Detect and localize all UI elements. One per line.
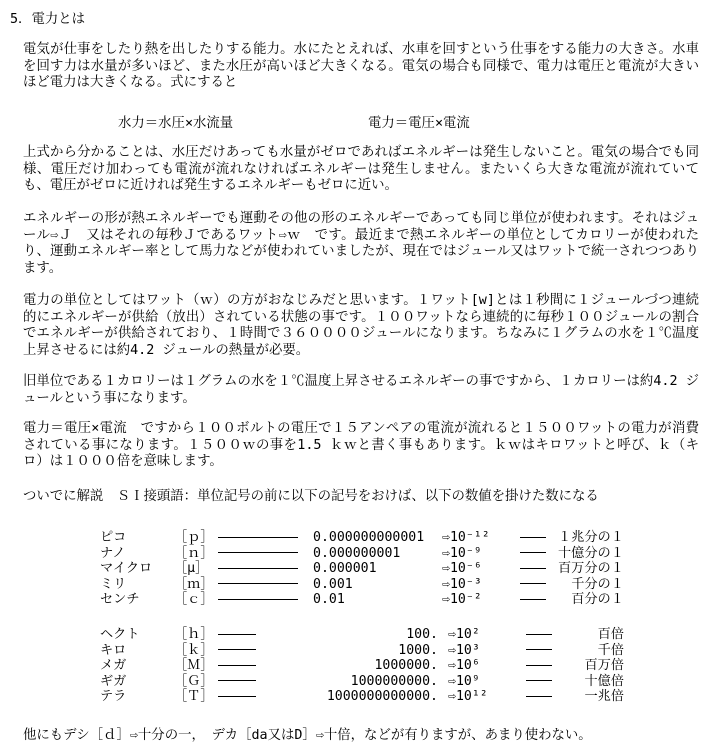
- leader-rule: [218, 674, 313, 690]
- leader-rule: [520, 592, 558, 608]
- prefix-symbol: ［ｃ］: [174, 592, 214, 608]
- si-prefix-row: [100, 530, 624, 546]
- leader-rule: [526, 689, 564, 705]
- prefix-name: メガ: [100, 658, 127, 674]
- prefix-meaning: 百万倍: [584, 658, 624, 674]
- prefix-symbol: ［ｍ］: [174, 576, 214, 592]
- leader-rule: [520, 530, 558, 546]
- si-prefix-row: [100, 577, 624, 593]
- paragraph-voltage-current: 上式から分かることは、水圧だけあっても水量がゼロであればエネルギーは発生しないこと。電気の場合でも同様、電圧だけ加わっても電流が流れなければエネルギーは発生しません。またいくら大きな電流が流れていても、電圧がゼロに近ければ発生するエネルギーもゼロに近い。: [23, 145, 699, 193]
- prefix-symbol: ［Ｔ］: [174, 689, 214, 705]
- paragraph-watt: 電力の単位としてはワット（ｗ）の方がおなじみだと思います。１ワット[w]とは１秒間に１ジュールづつ連続的にエネルギーが供給（放出）されている状態の事です。１００ワットなら連続的に毎秒１００ジュールの割合でエネルギーが供給されており、１時間で３６００００ジュールになります。ちなみに１グラムの水を１℃温度上昇させるには約4.2 ジュールの熱量が必要。: [23, 293, 699, 358]
- prefix-power: ⇨10³: [448, 642, 480, 658]
- prefix-power: ⇨10¹²: [448, 689, 488, 705]
- prefix-meaning: 百倍: [597, 627, 624, 642]
- leader-rule: [526, 643, 564, 659]
- leader-rule: [218, 689, 313, 705]
- prefix-power: ⇨10⁻³: [442, 576, 482, 592]
- prefix-symbol: ［μ］: [174, 561, 209, 577]
- leader-rule: [218, 658, 313, 674]
- prefix-power: ⇨10⁹: [448, 673, 480, 689]
- prefix-symbol: ［Ｇ］: [174, 673, 214, 689]
- leader-rule: [218, 546, 313, 562]
- prefix-meaning: １兆分の１: [558, 530, 624, 545]
- si-small-prefix-table: [100, 530, 624, 608]
- leader-rule: [520, 577, 558, 593]
- prefix-symbol: ［ｐ］: [174, 530, 214, 545]
- prefix-meaning: 十億分の１: [558, 545, 624, 561]
- prefix-symbol: ［Ｍ］: [174, 658, 214, 674]
- leader-rule: [218, 561, 313, 577]
- prefix-meaning: 千分の１: [571, 576, 624, 592]
- leader-rule: [520, 546, 558, 562]
- prefix-power: ⇨10⁻⁹: [442, 545, 482, 561]
- si-prefix-row: [100, 674, 624, 690]
- paragraph-calorie: 旧単位である１カロリーは１グラムの水を１℃温度上昇させるエネルギーの事ですから、１カロリーは約4.2 ジュールという事になります。: [23, 374, 699, 406]
- prefix-value: 0.000000000001: [313, 530, 425, 545]
- prefix-value: 1000000.: [374, 658, 438, 674]
- prefix-power: ⇨10⁻⁶: [442, 561, 482, 577]
- prefix-symbol: ［ｋ］: [174, 642, 214, 658]
- si-prefix-intro: ついでに解説 ＳＩ接頭語：単位記号の前に以下の記号をおけば、以下の数値を掛けた数になる: [23, 489, 599, 504]
- prefix-value: 0.001: [313, 576, 353, 592]
- prefix-value: 0.000001: [313, 561, 377, 577]
- prefix-value: 1000.: [398, 642, 438, 658]
- leader-rule: [218, 530, 313, 546]
- section-heading: 5．電力とは: [10, 12, 86, 27]
- prefix-meaning: 百分の１: [571, 592, 624, 608]
- prefix-symbol: ［ｎ］: [174, 545, 214, 561]
- prefix-name: キロ: [100, 642, 127, 658]
- prefix-power: ⇨10²: [448, 627, 480, 642]
- leader-rule: [526, 658, 564, 674]
- si-prefix-row: [100, 627, 624, 643]
- si-prefix-row: [100, 643, 624, 659]
- prefix-name: センチ: [100, 592, 140, 608]
- si-prefix-row: [100, 689, 624, 705]
- prefix-value: 1000000000.: [350, 673, 438, 689]
- prefix-symbol: ［ｈ］: [174, 627, 214, 642]
- si-prefix-row: [100, 658, 624, 674]
- leader-rule: [526, 627, 564, 643]
- paragraph-definition: 電気が仕事をしたり熱を出したりする能力。水にたとえれば、水車を回すという仕事をする能力の大きさ。水車を回す力は水量が多いほど、また水圧が高いほど大きくなる。電気の場合も同様で、電力は電圧と電流が大きいほど電力は大きくなる。式にすると: [23, 42, 699, 90]
- prefix-power: ⇨10⁻²: [442, 592, 482, 608]
- si-large-prefix-table: [100, 627, 624, 705]
- paragraph-energy-units: エネルギーの形が熱エネルギーでも運動その他の形のエネルギーであっても同じ単位が使われます。それはジュール⇨Ｊ 又はそれの毎秒Ｊであるワット⇨ｗ です。最近まで熱エネルギーの単位としてカロリーが使われたり、運動エネルギー率として馬力などが使われていましたが、現在ではジュール又はワットで統一されつつあります。: [23, 211, 699, 276]
- leader-rule: [218, 592, 313, 608]
- leader-rule: [520, 561, 558, 577]
- prefix-value: 0.01: [313, 592, 345, 608]
- prefix-name: ピコ: [100, 530, 127, 545]
- formula-electric-power: 電力＝電圧×電流: [368, 116, 470, 131]
- prefix-name: マイクロ: [100, 561, 153, 577]
- prefix-meaning: 百万分の１: [558, 561, 624, 577]
- prefix-name: ギガ: [100, 673, 127, 689]
- leader-rule: [218, 643, 313, 659]
- leader-rule: [218, 627, 313, 643]
- formula-water-power: 水力＝水圧×水流量: [118, 116, 234, 131]
- paragraph-power-example: 電力＝電圧×電流 ですから１００ボルトの電圧で１５アンペアの電流が流れると１５００ワットの電力が消費されている事になります。１５００ｗの事を1.5 ｋｗと書く事もあります。ｋｗはキロワットと呼び、ｋ（キロ）は１０００倍を意味します。: [23, 421, 699, 469]
- prefix-name: ナノ: [100, 545, 126, 561]
- prefix-name: ミリ: [100, 576, 127, 592]
- footer-note: 他にもデシ［ｄ］⇨十分の一， デカ［da又はD］⇨十倍，などが有りますが、あまり使わない。: [23, 728, 592, 743]
- prefix-meaning: 千倍: [597, 642, 624, 658]
- leader-rule: [526, 674, 564, 690]
- prefix-name: ヘクト: [100, 627, 140, 642]
- prefix-meaning: 十億倍: [584, 673, 624, 689]
- prefix-name: テラ: [100, 689, 127, 705]
- si-prefix-row: [100, 561, 624, 577]
- prefix-power: ⇨10⁶: [448, 658, 480, 674]
- prefix-power: ⇨10⁻¹²: [442, 530, 490, 545]
- prefix-value: 100.: [406, 627, 438, 642]
- prefix-value: 1000000000000.: [326, 689, 438, 705]
- si-prefix-row: [100, 592, 624, 608]
- si-prefix-row: [100, 546, 624, 562]
- prefix-value: 0.000000001: [313, 545, 401, 561]
- prefix-meaning: 一兆倍: [584, 689, 624, 705]
- leader-rule: [218, 577, 313, 593]
